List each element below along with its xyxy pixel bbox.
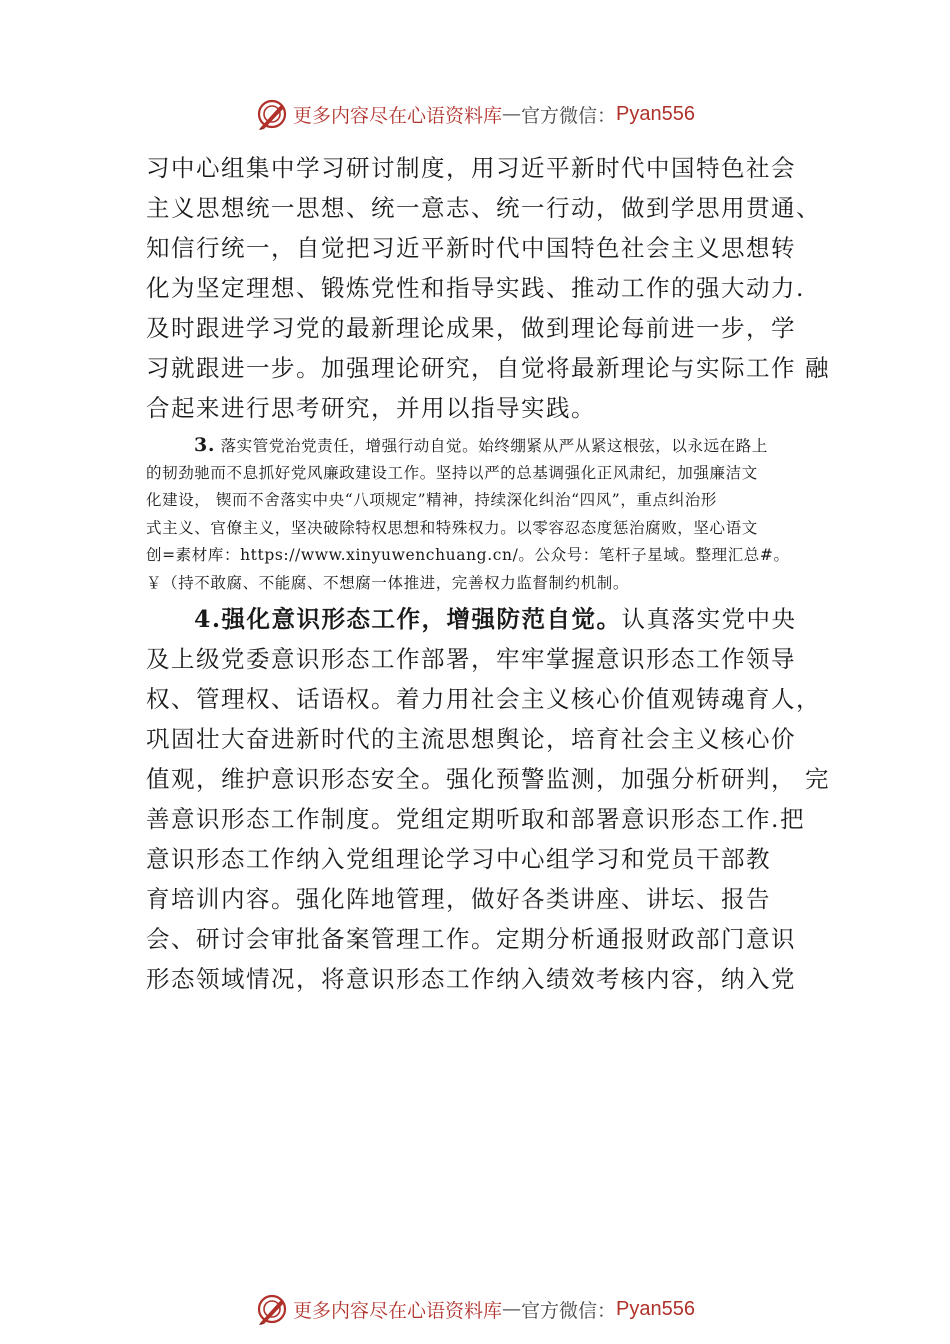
text-line: 值观，维护意识形态安全。强化预警监测，加强分析研判， 完 <box>146 765 830 793</box>
text-line: 化建设， 锲而不舍落实中央“八项规定”精神，持续深化纠治“四风”，重点纠治形 <box>146 491 717 509</box>
footer-banner <box>0 1289 950 1329</box>
text-line: 式主义、官僚主义，坚决破除特权思想和特殊权力。以零容忍态度惩治腐败，坚心语文 <box>146 518 758 537</box>
banner-text: 更多内容尽在心语资料库 <box>293 1299 503 1322</box>
document-body <box>146 148 830 999</box>
item-number: 3. <box>194 434 216 456</box>
text-line: 及上级党委意识形态工作部署，牢牢掌握意识形态工作领导 <box>146 645 796 673</box>
text-line <box>146 599 808 639</box>
text-line: 习中心组集中学习研讨制度，用习近平新时代中国特色社会 <box>146 154 796 182</box>
item-first-line: 落实管党治党责任，增强行动自觉。始终绷紧从严从紧这根弦，以永远在路上 <box>215 437 768 455</box>
banner-text: 更多内容尽在心语资料库 <box>293 104 503 127</box>
text-line: 习就跟进一步。加强理论研究，自觉将最新理论与实际工作 融 <box>146 354 830 382</box>
red-pen-logo-icon <box>255 1292 289 1326</box>
banner-wechat-id: Pyan556 <box>616 1297 695 1320</box>
item-first-line: 认真落实党中央 <box>621 605 797 633</box>
text-line: 形态领域情况，将意识形态工作纳入绩效考核内容，纳入党 <box>146 965 796 993</box>
text-line: 育培训内容。强化阵地管理，做好各类讲座、讲坛、报告 <box>146 885 771 913</box>
text-line <box>146 432 808 460</box>
text-line: 化为坚定理想、锻炼党性和指导实践、推动工作的强大动力. <box>146 274 805 302</box>
text-line: 权、管理权、话语权。着力用社会主义核心价值观铸魂育人， <box>146 685 821 713</box>
text-line: 意识形态工作纳入党组理论学习中心组学习和党员干部教 <box>146 845 771 873</box>
text-line: 的韧劲驰而不息抓好党风廉政建设工作。坚持以严的总基调强化正风肃纪，加强廉洁文 <box>146 463 758 482</box>
text-line: 善意识形态工作制度。党组定期听取和部署意识形态工作.把 <box>146 805 805 833</box>
paragraph-2 <box>146 432 808 597</box>
text-line: 会、研讨会审批备案管理工作。定期分析通报财政部门意识 <box>146 925 796 953</box>
text-line: 合起来进行思考研究，并用以指导实践。 <box>146 394 596 422</box>
text-line: 创=素材库：https://www.xinyuwenchuang.cn/。公众号：笔杆子星域。整理汇总#。 <box>146 546 790 564</box>
text-line: ￥（持不敢腐、不能腐、不想腐一体推进，完善权力监督制约机制。 <box>146 573 630 592</box>
item-heading: 4.强化意识形态工作，增强防范自觉。 <box>194 605 622 633</box>
banner-dash: — <box>502 103 522 125</box>
banner-label: 官方微信： <box>521 104 617 127</box>
banner-label: 官方微信： <box>521 1299 617 1322</box>
banner-dash: — <box>502 1298 522 1320</box>
text-line: 巩固壮大奋进新时代的主流思想舆论，培育社会主义核心价 <box>146 725 796 753</box>
paragraph-1 <box>146 148 830 428</box>
text-line: 及时跟进学习党的最新理论成果，做到理论每前进一步，学 <box>146 314 796 342</box>
paragraph-3 <box>146 599 830 999</box>
header-banner <box>0 94 950 134</box>
banner-wechat-id: Pyan556 <box>616 102 695 125</box>
text-line: 主义思想统一思想、统一意志、统一行动，做到学思用贯通、 <box>146 194 821 222</box>
text-line: 知信行统一，自觉把习近平新时代中国特色社会主义思想转 <box>146 234 796 262</box>
red-pen-logo-icon <box>255 97 289 131</box>
